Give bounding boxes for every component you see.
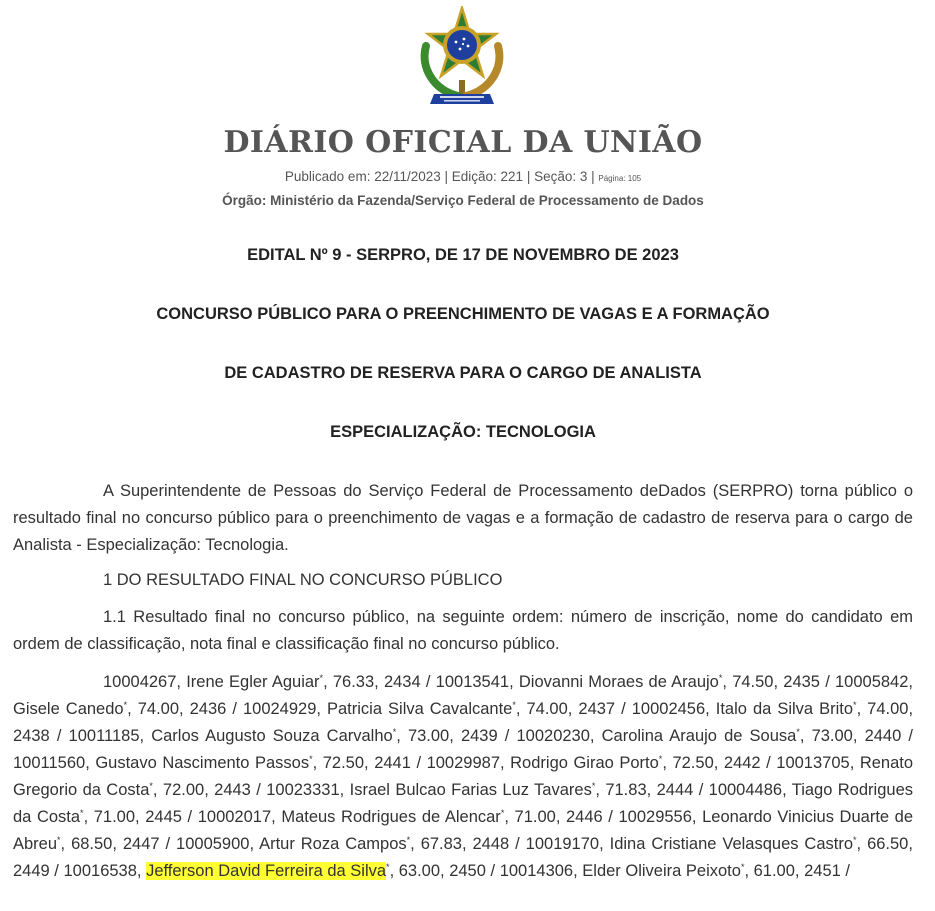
final-rank: 2439 [460, 727, 498, 745]
quota-marker: * [386, 862, 390, 872]
final-score: 74.00 [137, 700, 180, 718]
final-score: 71.83 [605, 781, 647, 799]
candidate-name: Leonardo Vinicius Duarte de Abreu [13, 808, 914, 853]
final-rank: 2445 [145, 808, 182, 826]
candidate-name: Tiago Rodrigues da Costa [13, 781, 913, 826]
registration-number: 10011185 [68, 727, 140, 745]
registration-number: 10029556 [618, 808, 692, 826]
final-rank: 2437 [578, 700, 616, 718]
result-entry: 10005842, Gisele Canedo*, 74.00, 2436 / [13, 673, 914, 718]
quota-marker: * [853, 700, 857, 710]
quota-marker: * [740, 862, 745, 872]
registration-number: 10004267 [103, 673, 177, 691]
result-entry: 10013705, Renato Gregorio da Costa*, 72.00, 2443 / [13, 754, 914, 799]
registration-number: 10016538 [63, 862, 137, 880]
final-score: 74.50 [732, 673, 774, 691]
final-rank: 2434 [383, 673, 421, 691]
final-score: 68.50 [71, 835, 113, 853]
candidate-name: Jefferson David Ferreira da Silva [146, 862, 387, 880]
quota-marker: * [500, 808, 505, 818]
final-score: 61.00 [753, 862, 795, 880]
result-entry: 10011185, Carlos Augusto Souza Carvalho*, 73.00, 2439 / [68, 727, 517, 745]
quota-marker: * [591, 781, 596, 791]
quota-marker: * [512, 700, 516, 710]
result-entry: 10004486, Tiago Rodrigues da Costa*, 71.00, 2445 / [13, 781, 913, 826]
final-score: 66.50 [867, 835, 909, 853]
result-entry: 10004267, Irene Egler Aguiar*, 76.33, 2434 / [103, 673, 436, 691]
quota-marker: * [392, 727, 397, 737]
subtitle-line-2: DE CADASTRO DE RESERVA PARA O CARGO DE ANALISTA [224, 364, 702, 382]
candidate-name: Gisele Canedo [13, 700, 124, 718]
result-entry: 10019170, Idina Cristiane Velasques Castro*, 66.50, 2449 / [13, 835, 913, 880]
final-rank: 2436 [189, 700, 227, 718]
quota-marker: * [123, 700, 128, 710]
registration-number: 10013705 [776, 754, 850, 772]
candidate-name: Italo da Silva Brito [715, 700, 854, 718]
final-rank: 2438 [13, 727, 50, 745]
registration-number: 10014306 [499, 862, 574, 880]
quota-marker: * [309, 754, 313, 764]
result-entry: 10011560, Gustavo Nascimento Passos*, 72.50, 2441 / [13, 754, 427, 772]
quota-marker: * [658, 754, 663, 764]
final-score: 74.00 [526, 700, 568, 718]
result-entry: 10002017, Mateus Rodrigues de Alencar*, 71.00, 2446 / [197, 808, 619, 826]
registration-number: 10011560 [13, 754, 86, 772]
final-score: 72.50 [322, 754, 365, 772]
final-score: 71.00 [514, 808, 556, 826]
result-entry: 10024929, Patricia Silva Cavalcante*, 74.00, 2437 / [242, 700, 632, 718]
registration-number: 10002456 [631, 700, 706, 718]
result-entry: 10014306, Elder Oliveira Peixoto*, 61.00, 2451 / [499, 862, 850, 880]
registration-number: 10005900 [176, 835, 250, 853]
registration-number: 10019170 [525, 835, 600, 853]
final-score: 72.00 [162, 781, 205, 799]
section-1-heading: 1 DO RESULTADO FINAL NO CONCURSO PÚBLICO [103, 571, 503, 589]
registration-number: 10020230 [516, 727, 590, 745]
final-rank: 2441 [374, 754, 411, 772]
candidate-name: Elder Oliveira Peixoto [582, 862, 741, 880]
final-rank: 2440 [864, 727, 902, 745]
final-rank: 2435 [783, 673, 820, 691]
final-rank: 2449 [13, 862, 50, 880]
final-rank: 2446 [566, 808, 603, 826]
candidate-name: Irene Egler Aguiar [186, 673, 320, 691]
registration-number: 10024929 [242, 700, 317, 718]
result-entry: 10029556, Leonardo Vinicius Duarte de Abreu*, 68.50, 2447 / [13, 808, 914, 853]
final-score: 73.00 [811, 727, 853, 745]
candidate-name: Patricia Silva Cavalcante [327, 700, 513, 718]
quota-marker: * [80, 808, 84, 818]
final-rank: 2444 [656, 781, 694, 799]
final-rank: 2447 [122, 835, 160, 853]
registration-number: 10005842 [835, 673, 909, 691]
quota-marker: * [406, 835, 411, 845]
final-rank: 2443 [214, 781, 251, 799]
publication-info [0, 169, 926, 184]
final-rank: 2450 [449, 862, 486, 880]
quota-marker: * [57, 835, 61, 845]
intro-paragraph: A Superintendente de Pessoas do Serviço Federal de Processamento deDados (SERPRO) torna público o resultado final no concurso público para o preenchimento de vagas e a formação de cadastro de reserva para o cargo de Analista - Especialização: Tecnologia. [13, 482, 913, 554]
registration-number: 10004486 [708, 781, 783, 799]
result-entry: 10005900, Artur Roza Campos*, 67.83, 2448 / [176, 835, 526, 853]
result-entry: 10016538, Jefferson David Ferreira da Silva*, 63.00, 2450 / [63, 862, 500, 880]
final-score: 72.50 [672, 754, 714, 772]
registration-number: 10029987 [426, 754, 500, 772]
publication-details: Publicado em: 22/11/2023 | Edição: 221 | Seção: 3 | [284, 169, 595, 184]
quota-marker: * [149, 781, 153, 791]
section-1-1-paragraph: 1.1 Resultado final no concurso público, na seguinte ordem: número de inscrição, nome do candidato em ordem de classificação, nota final e classificação final no concurso público. [13, 608, 913, 653]
quota-marker: * [796, 727, 800, 737]
quota-marker: * [853, 835, 857, 845]
brazil-coat-of-arms-icon [412, 6, 512, 110]
edital-title: EDITAL Nº 9 - SERPRO, DE 17 DE NOVEMBRO DE 2023 [247, 246, 679, 264]
candidate-name: Idina Cristiane Velasques Castro [609, 835, 854, 853]
final-score: 74.00 [867, 700, 909, 718]
final-rank: 2448 [472, 835, 510, 853]
final-score: 76.33 [332, 673, 375, 691]
result-entry: 10029987, Rodrigo Girao Porto*, 72.50, 2442 / [426, 754, 777, 772]
candidate-name: Artur Roza Campos [259, 835, 407, 853]
final-score: 71.00 [93, 808, 136, 826]
registration-number: 10023331 [266, 781, 340, 799]
candidate-name: Carlos Augusto Souza Carvalho [151, 727, 393, 745]
registration-number: 10013541 [435, 673, 510, 691]
candidate-name: Gustavo Nascimento Passos [95, 754, 310, 772]
result-entry: 10020230, Carolina Araujo de Sousa*, 73.00, 2440 / [516, 727, 913, 745]
page-title: DIÁRIO OFICIAL DA UNIÃO [223, 125, 703, 160]
quota-marker: * [718, 673, 723, 683]
result-entry: 10002456, Italo da Silva Brito*, 74.00, 2438 / [13, 700, 914, 745]
final-score: 67.83 [420, 835, 462, 853]
final-rank: 2442 [723, 754, 761, 772]
result-entry: 10013541, Diovanni Moraes de Araujo*, 74.50, 2435 / [435, 673, 835, 691]
result-entry: 10023331, Israel Bulcao Farias Luz Tavares*, 71.83, 2444 / [266, 781, 709, 799]
quota-marker: * [319, 673, 324, 683]
page-number: Página: 105 [598, 174, 642, 183]
candidate-name: Carolina Araujo de Sousa [601, 727, 797, 745]
final-score: 63.00 [398, 862, 441, 880]
specialization-heading: ESPECIALIZAÇÃO: TECNOLOGIA [330, 423, 596, 441]
candidate-name: Israel Bulcao Farias Luz Tavares [349, 781, 592, 799]
final-rank: 2451 [804, 862, 841, 880]
candidate-name: Renato Gregorio da Costa [13, 754, 914, 799]
final-score: 73.00 [407, 727, 450, 745]
candidate-name: Diovanni Moraes de Araujo [518, 673, 719, 691]
subtitle-line-1: CONCURSO PÚBLICO PARA O PREENCHIMENTO DE VAGAS E A FORMAÇÃO [156, 305, 770, 323]
results-list [13, 669, 913, 885]
candidate-name: Rodrigo Girao Porto [510, 754, 659, 772]
orgao-line: Órgão: Ministério da Fazenda/Serviço Federal de Processamento de Dados [222, 193, 704, 208]
registration-number: 10002017 [197, 808, 272, 826]
candidate-name: Mateus Rodrigues de Alencar [281, 808, 501, 826]
